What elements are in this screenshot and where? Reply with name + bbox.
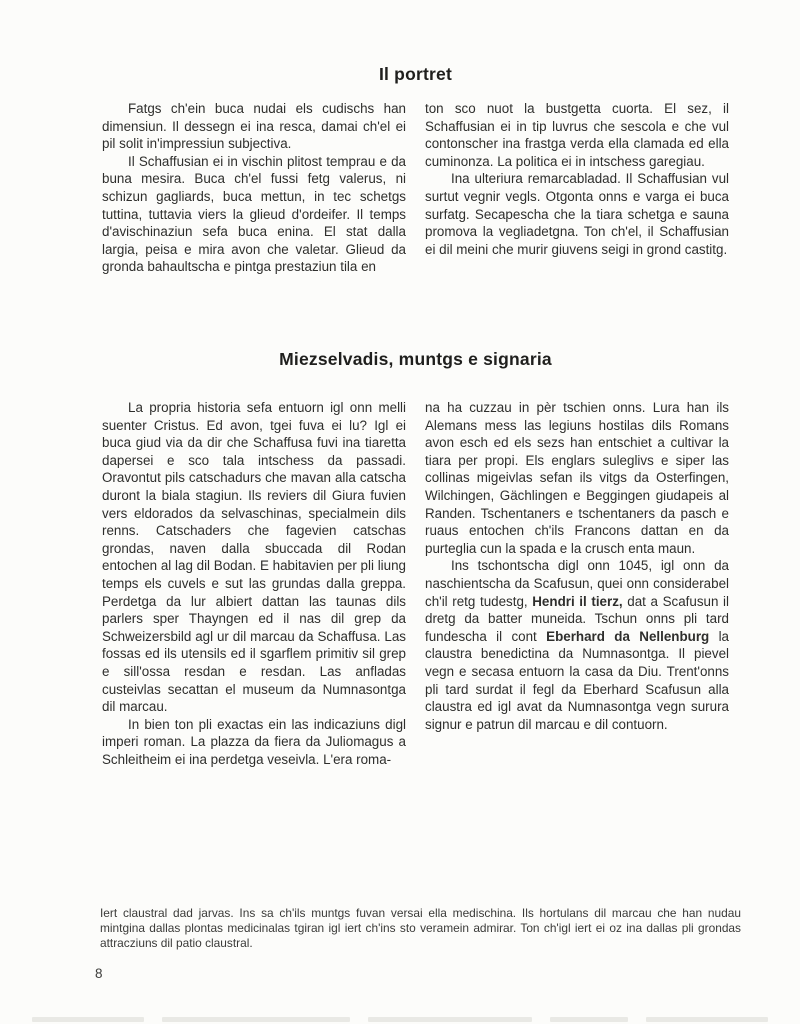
image-caption: Iert claustral dad jarvas. Ins sa ch'ils muntgs fuvan versai ella medischina. Ils hortulans dil marcau che han nudau mintgina dallas plontas medicinalas tgiran igl iert ch'ins sto veramein admirar. Ton ch'igl iert ei oz ina dallas pli grondas attracziuns dil patio claustral. [100, 906, 741, 950]
scan-edge-segment [368, 1017, 532, 1022]
text-run: Il Schaffusian ei in vischin plitost temprau e da buna mesira. Buca ch'el fussi fetg valerus, ni schizun gagliards, buca mettun, in tec schetgs tuttina, tuttavia viers la glieud d'ordeifer. Il temps d'avischinaziun sefa buca enina. El stat dalla largia, peisa e mira avon che valetar. Glieud da gronda bahaultscha e pintga prestaziun tila en [102, 153, 406, 275]
paragraph [425, 100, 729, 170]
text-run: In bien ton pli exactas ein las indicaziuns digl imperi roman. La plazza da fiera da Juliomagus a Schleitheim ei ina perdetga veseivla. L'era roma- [102, 716, 406, 767]
text-run: Ina ulteriura remarcabladad. Il Schaffusian vul surtut vegnir vegls. Otgonta onns e varga ei buca surfatg. Secapescha che la tiara schetga e sauna promova la vegliadetgna. Ton ch'el, il Schaffusian ei dil meini che murir giuvens seigi in grond castitg. [425, 171, 729, 257]
bold-name: Eberhard da Nellenburg [546, 628, 710, 644]
section-body-il-portret [102, 100, 729, 276]
paragraph [102, 716, 406, 769]
paragraph [102, 153, 406, 276]
section-body-miezselvadis [102, 399, 729, 768]
text-run: la claustra benedictina da Numnasontga. Il pievel vegn e secasa entuorn la casa da Diu. Trent'onns pli tard surdat il fegl da Eberhard Scafusun alla claustra ed igl avat da Numnasontga vegn surura signur e patrun dil marcau e dil contuorn. [425, 628, 729, 732]
text-column [425, 100, 729, 276]
text-run: La propria historia sefa entuorn igl onn melli suenter Cristus. Ed avon, tgei fuva ei lu? Igl ei buca giud via da dir che Schaffusa fuvi ina tiaretta dapersei e sco tala intschess da passadi. Oravontut pils catschadurs che mavan alla catscha duront la biala stagiun. Ils reviers dil Giura fuvien vers eldorados da selvaschinas, specialmein dils renns. Catschaders che fagevien catschas grondas, naven dalla sbuccada dil Rodan entochen al lag dil Bodan. E habitavien per pli liung temps els cuvels e sut las grundas dalla greppa. Perdetga da lur albiert dattan las taunas dils parlers sper Thayngen ed il nas dil grep da Schweizersbild agl ur dil marcau da Schaffusa. Las fossas ed ils utensils ed il sgarflem primitiv sil grep e sill'ossa resdan e resdan. Las anfladas custeivlas secattan el museum da Numnasontga dil marcau. [102, 400, 406, 715]
text-run: na ha cuzzau in pèr tschien onns. Lura han ils Alemans mess las legiuns hostilas dils Romans avon esch ed els sezs han entschiet a cultivar la tiara per propi. Els englars suleglivs e siper las collinas migeivlas sefan ils vitgs da Osterfingen, Wilchingen, Gächlingen e Beggingen giudapeis al Randen. Tschentaners e tschentaners da pasch e ruaus entochen ch'ils Francons dattan en da purteglia cun la spada e la crusch enta maun. [425, 400, 729, 556]
text-run: dat a Scafusun il dretg da batter muneida. Tschun onns pli tard fundescha il cont [425, 593, 730, 644]
scan-edge-segment [550, 1017, 628, 1022]
section-title-il-portret: Il portret [379, 64, 452, 84]
text-run: Ins tschontscha digl onn 1045, igl onn da naschientscha da Scafusun, quei onn considerabel ch'il retg tudestg, [425, 558, 729, 609]
bold-name: Hendri il tierz, [532, 593, 623, 609]
text-run: ton sco nuot la bustgetta cuorta. El sez, il Schaffusian ei in tip luvrus che sescola e che vul contonscher ina frastga verda ella clamada ed ella cuminonza. La politica ei in intschess garegiau. [425, 101, 729, 169]
text-column [102, 100, 406, 276]
paragraph [102, 399, 406, 716]
paragraph [425, 170, 729, 258]
text-column [102, 399, 406, 768]
paragraph [102, 100, 406, 153]
paragraph [425, 399, 729, 557]
scan-edge-segment [32, 1017, 144, 1022]
text-column [425, 399, 729, 768]
text-run: Fatgs ch'ein buca nudai els cudischs han dimensiun. Il dessegn ei ina resca, damai ch'el ei pil solit in'impressiun subjectiva. [102, 101, 406, 152]
scan-edge-segment [162, 1017, 350, 1022]
paragraph [425, 557, 729, 733]
scan-edge-segment [646, 1017, 768, 1022]
scan-edge-artifact [0, 1017, 800, 1023]
page-number: 8 [95, 966, 103, 981]
section-title-miezselvadis: Miezselvadis, muntgs e signaria [279, 349, 552, 369]
